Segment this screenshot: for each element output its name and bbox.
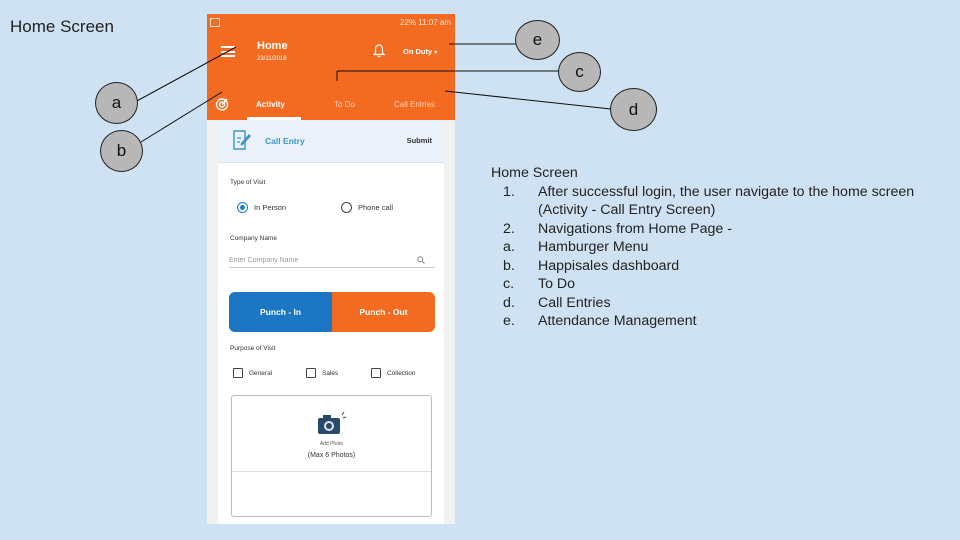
list-text: Call Entries [538, 294, 611, 311]
list-item [491, 275, 931, 294]
list-text: To Do [538, 276, 576, 292]
chevron-down-icon: ▾ [434, 50, 438, 56]
callout-a: a [95, 82, 138, 124]
in-person-label: In Person [254, 203, 287, 212]
list-text: Happisales dashboard [538, 257, 680, 274]
list-item [491, 220, 931, 239]
card-title: Call Entry [265, 136, 305, 146]
app-date: 23/11/2018 [257, 56, 287, 62]
list-mark: c. [503, 276, 515, 292]
list-mark: e. [503, 313, 515, 329]
sales-label: Sales [322, 370, 339, 377]
slide-title: Home Screen [10, 17, 114, 36]
callout-e: e [515, 20, 560, 60]
list-mark: 1. [503, 183, 515, 200]
general-label: General [249, 370, 273, 377]
list-item [491, 238, 931, 257]
list-mark: d. [503, 294, 515, 311]
tab-activity[interactable]: Activity [256, 100, 285, 109]
tab-to-do[interactable]: To Do [334, 100, 355, 109]
list-item [491, 183, 931, 220]
description-panel [491, 164, 931, 331]
duty-status-label: On Duty [403, 47, 433, 56]
purpose-of-visit-label: Purpose of Visit [230, 345, 276, 352]
callout-b: b [100, 130, 143, 172]
list-text: Hamburger Menu [538, 239, 649, 255]
list-text: After successful login, the user navigate to the home screen (Activity - Call Entry Screen) [538, 183, 915, 218]
callout-c: c [558, 52, 601, 92]
punch-out-button[interactable]: Punch - Out [332, 292, 435, 332]
status-text: 22% 11:07 am [400, 18, 451, 27]
description-heading: Home Screen [491, 165, 578, 181]
tab-call-entries[interactable]: Call Entries [394, 100, 435, 109]
list-item [491, 294, 931, 313]
collection-label: Collection [387, 370, 416, 377]
list-text: Navigations from Home Page - [538, 220, 732, 237]
submit-button[interactable]: Submit [406, 136, 432, 145]
list-item [491, 257, 931, 276]
type-of-visit-label: Type of Visit [230, 179, 266, 186]
app-title: Home [257, 40, 288, 52]
callout-d: d [610, 88, 657, 131]
max-photos-label: (Max 6 Photos) [307, 452, 356, 459]
company-name-label: Company Name [230, 235, 277, 242]
list-text: Attendance Management [538, 313, 697, 329]
list-item [491, 312, 931, 331]
punch-in-button[interactable]: Punch - In [229, 292, 332, 332]
phone-call-label: Phone call [358, 203, 394, 212]
list-mark: b. [503, 257, 515, 274]
list-mark: a. [503, 239, 515, 255]
add-photo-label: Add Photo [319, 441, 344, 447]
list-mark: 2. [503, 220, 515, 237]
